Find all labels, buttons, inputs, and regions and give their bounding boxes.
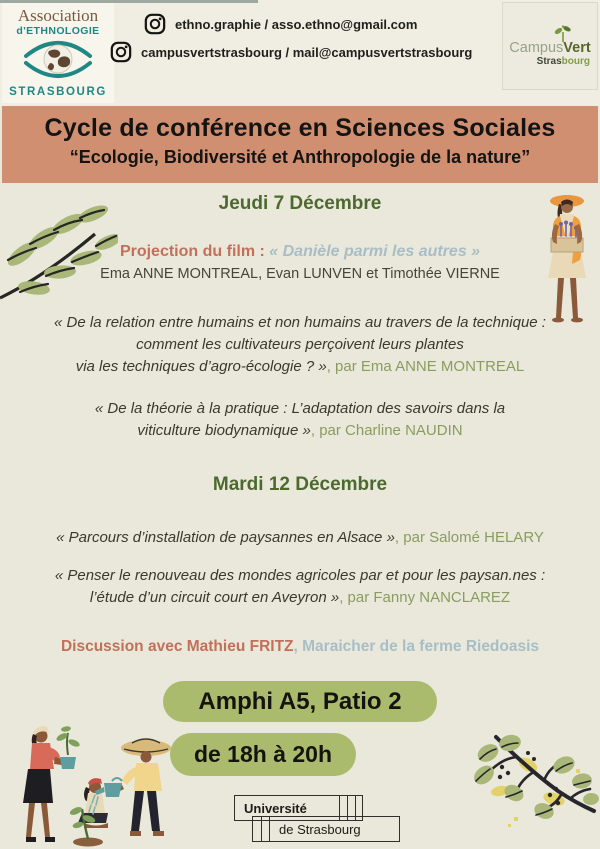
contact-row-campusvert xyxy=(110,41,472,63)
discussion-guest: Discussion avec Mathieu FRITZ xyxy=(60,638,294,655)
olive-branch-illustration xyxy=(0,196,118,308)
contact-row-ethno xyxy=(144,13,417,35)
talk-line: « De la relation entre humains et non humains au travers de la technique : xyxy=(54,314,546,331)
talk-paysannes-alsace xyxy=(0,527,600,549)
title-banner xyxy=(2,106,598,183)
contact-text-ethno: ethno.graphie / asso.ethno@gmail.com xyxy=(175,16,418,32)
discussion-role: , Maraicher de la ferme Riedoasis xyxy=(293,638,540,655)
campus-vert-logo xyxy=(502,2,598,90)
association-subname: d'ETHNOLOGIE xyxy=(16,25,100,37)
globe-eye-icon xyxy=(23,37,93,81)
talk-line: l’étude d’un circuit court en Aveyron », par Fanny NANCLAREZ xyxy=(89,589,511,606)
talk-line: via les techniques d’agro-écologie ? », par Ema ANNE MONTREAL xyxy=(75,358,525,375)
discussion-line xyxy=(0,638,600,656)
poster-subtitle: “Ecologie, Biodiversité et Anthropologie de la nature” xyxy=(69,147,531,167)
talk-circuit-court xyxy=(0,565,600,609)
logo-bar xyxy=(269,817,270,841)
instagram-icon xyxy=(110,41,132,63)
unistra-box-bottom: de Strasbourg xyxy=(252,816,400,842)
woman-lavender-illustration xyxy=(534,186,600,326)
universite-strasbourg-logo xyxy=(234,795,380,845)
gardening-scene-illustration xyxy=(0,721,182,849)
time-badge: de 18h à 20h xyxy=(170,733,356,776)
contact-text-campusvert: campusvertstrasbourg / mail@campusvertstrasbourg xyxy=(141,44,473,60)
film-label: Projection du film : xyxy=(119,243,265,260)
logo-bar xyxy=(261,817,262,841)
unistra-box-top: Université xyxy=(234,795,363,821)
speaker-name: , par Ema ANNE MONTREAL xyxy=(326,358,525,375)
speaker-name: , par Salomé HELARY xyxy=(394,529,544,546)
date-heading-mardi: Mardi 12 Décembre xyxy=(212,474,388,495)
talk-line: « Penser le renouveau des mondes agricoles par et pour les paysan.nes : xyxy=(54,567,546,584)
header xyxy=(0,0,600,106)
talk-line: comment les cultivateurs perçoivent leurs plantes xyxy=(136,336,464,353)
film-credits: Ema ANNE MONTREAL, Evan LUNVEN et Timothée VIERNE xyxy=(100,266,500,282)
association-city: STRASBOURG xyxy=(9,86,107,98)
date-heading-jeudi: Jeudi 7 Décembre xyxy=(218,193,382,214)
poster-title: Cycle de conférence en Sciences Sociales xyxy=(44,114,556,142)
talk-agroecologie xyxy=(0,312,600,378)
talk-line: « Parcours d’installation de paysannes en Alsace », par Salomé HELARY xyxy=(56,529,544,546)
association-ethnologie-logo xyxy=(2,3,114,103)
campus-vert-name xyxy=(509,41,590,56)
instagram-icon xyxy=(144,13,166,35)
speaker-name: , par Charline NAUDIN xyxy=(310,422,463,439)
talk-viticulture xyxy=(0,398,600,442)
campus-word: Campus xyxy=(509,40,564,56)
film-title: « Danièle parmi les autres » xyxy=(269,243,481,260)
location-badge: Amphi A5, Patio 2 xyxy=(163,681,437,722)
talk-line: « De la théorie à la pratique : L’adaptation des savoirs dans la xyxy=(94,400,506,417)
berry-branch-illustration xyxy=(458,729,600,837)
talk-line: viticulture biodynamique », par Charline NAUDIN xyxy=(137,422,463,439)
speaker-name: , par Fanny NANCLAREZ xyxy=(339,589,511,606)
association-name: Association xyxy=(17,6,99,25)
campus-vert-city: Strasbourg xyxy=(536,56,590,67)
vert-word: Vert xyxy=(563,40,591,56)
